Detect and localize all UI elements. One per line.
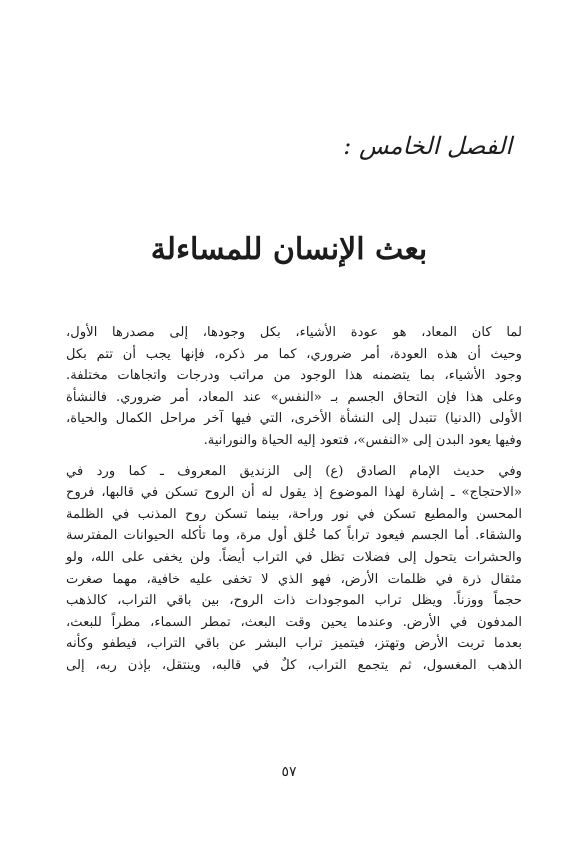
body-text	[66, 322, 522, 677]
text-line: والشقاء. أما الجسم فيعود تراباً كما خُلق أول مرة، وما تأكله الحيوانات المفترسة	[66, 528, 522, 544]
paragraph-1	[66, 322, 522, 452]
text-line: وجود الأشياء، بما يتضمنه هذا الوجود من مراتب ودرجات واتجاهات مختلفة.	[66, 368, 522, 384]
text-line: «الاحتجاج» ـ إشارة لهذا الموضوع إذ يقول له أن الروح تسكن في قالبها، فروح	[66, 485, 522, 501]
text-line: الذهب المغسول، ثم يتجمع التراب، كلٌ في قالبه، وينتقل، بإذن ربه، إلى	[66, 657, 522, 673]
text-line: بعدما تربت الأرض وتهتز، فيتميز تراب البشر عن باقي التراب، فيطفو وكأنه	[66, 636, 522, 652]
text-line: وحيث أن هذه العودة، أمر ضروري، كما مر ذكره، فإنها يجب أن تتم بكل	[66, 346, 522, 362]
text-line: المحسن والمطيع تسكن في نور وراحة، بينما تسكن روح المذنب في الظلمة	[66, 506, 522, 522]
chapter-title: بعث الإنسان للمساءلة	[150, 232, 428, 267]
page-number: ٥٧	[281, 764, 297, 780]
text-line: حجماً ووزناً. ويظل تراب الموجودات ذات الروح، بين باقي التراب، كالذهب	[66, 593, 522, 609]
text-line: المدفون في الأرض. وعندما يحين وقت البعث، تمطر السماء، مطراً للبعث،	[66, 614, 522, 630]
text-line: وفيها يعود البدن إلى «النفس»، فتعود إليه الحياة والنورانية.	[203, 432, 522, 448]
text-line: مثقال ذرة في ظلمات الأرض، فهو الذي لا تخفى عليه خافية، مهما صغرت	[66, 571, 522, 587]
text-line: والحشرات يتحول إلى فضلات تظل في التراب أيضاً. ولن يخفى على الله، ولو	[66, 549, 522, 565]
text-line: وعلى هذا فإن التحاق الجسم بـ «النفس» عند المعاد، أمر ضروري. فالنشأة	[66, 389, 522, 405]
text-line: الأولى (الدنيا) تتبدل إلى النشأة الأخرى، التي فيها آخر مراحل الكمال والحياة،	[66, 411, 522, 427]
text-line: وفي حديث الإمام الصادق (ع) إلى الزنديق المعروف ـ كما ورد في	[66, 463, 522, 479]
chapter-number-label: الفصل الخامس :	[343, 132, 512, 160]
text-line: لما كان المعاد، هو عودة الأشياء، بكل وجودها، إلى مصدرها الأول،	[66, 325, 522, 340]
paragraph-2	[66, 461, 522, 677]
